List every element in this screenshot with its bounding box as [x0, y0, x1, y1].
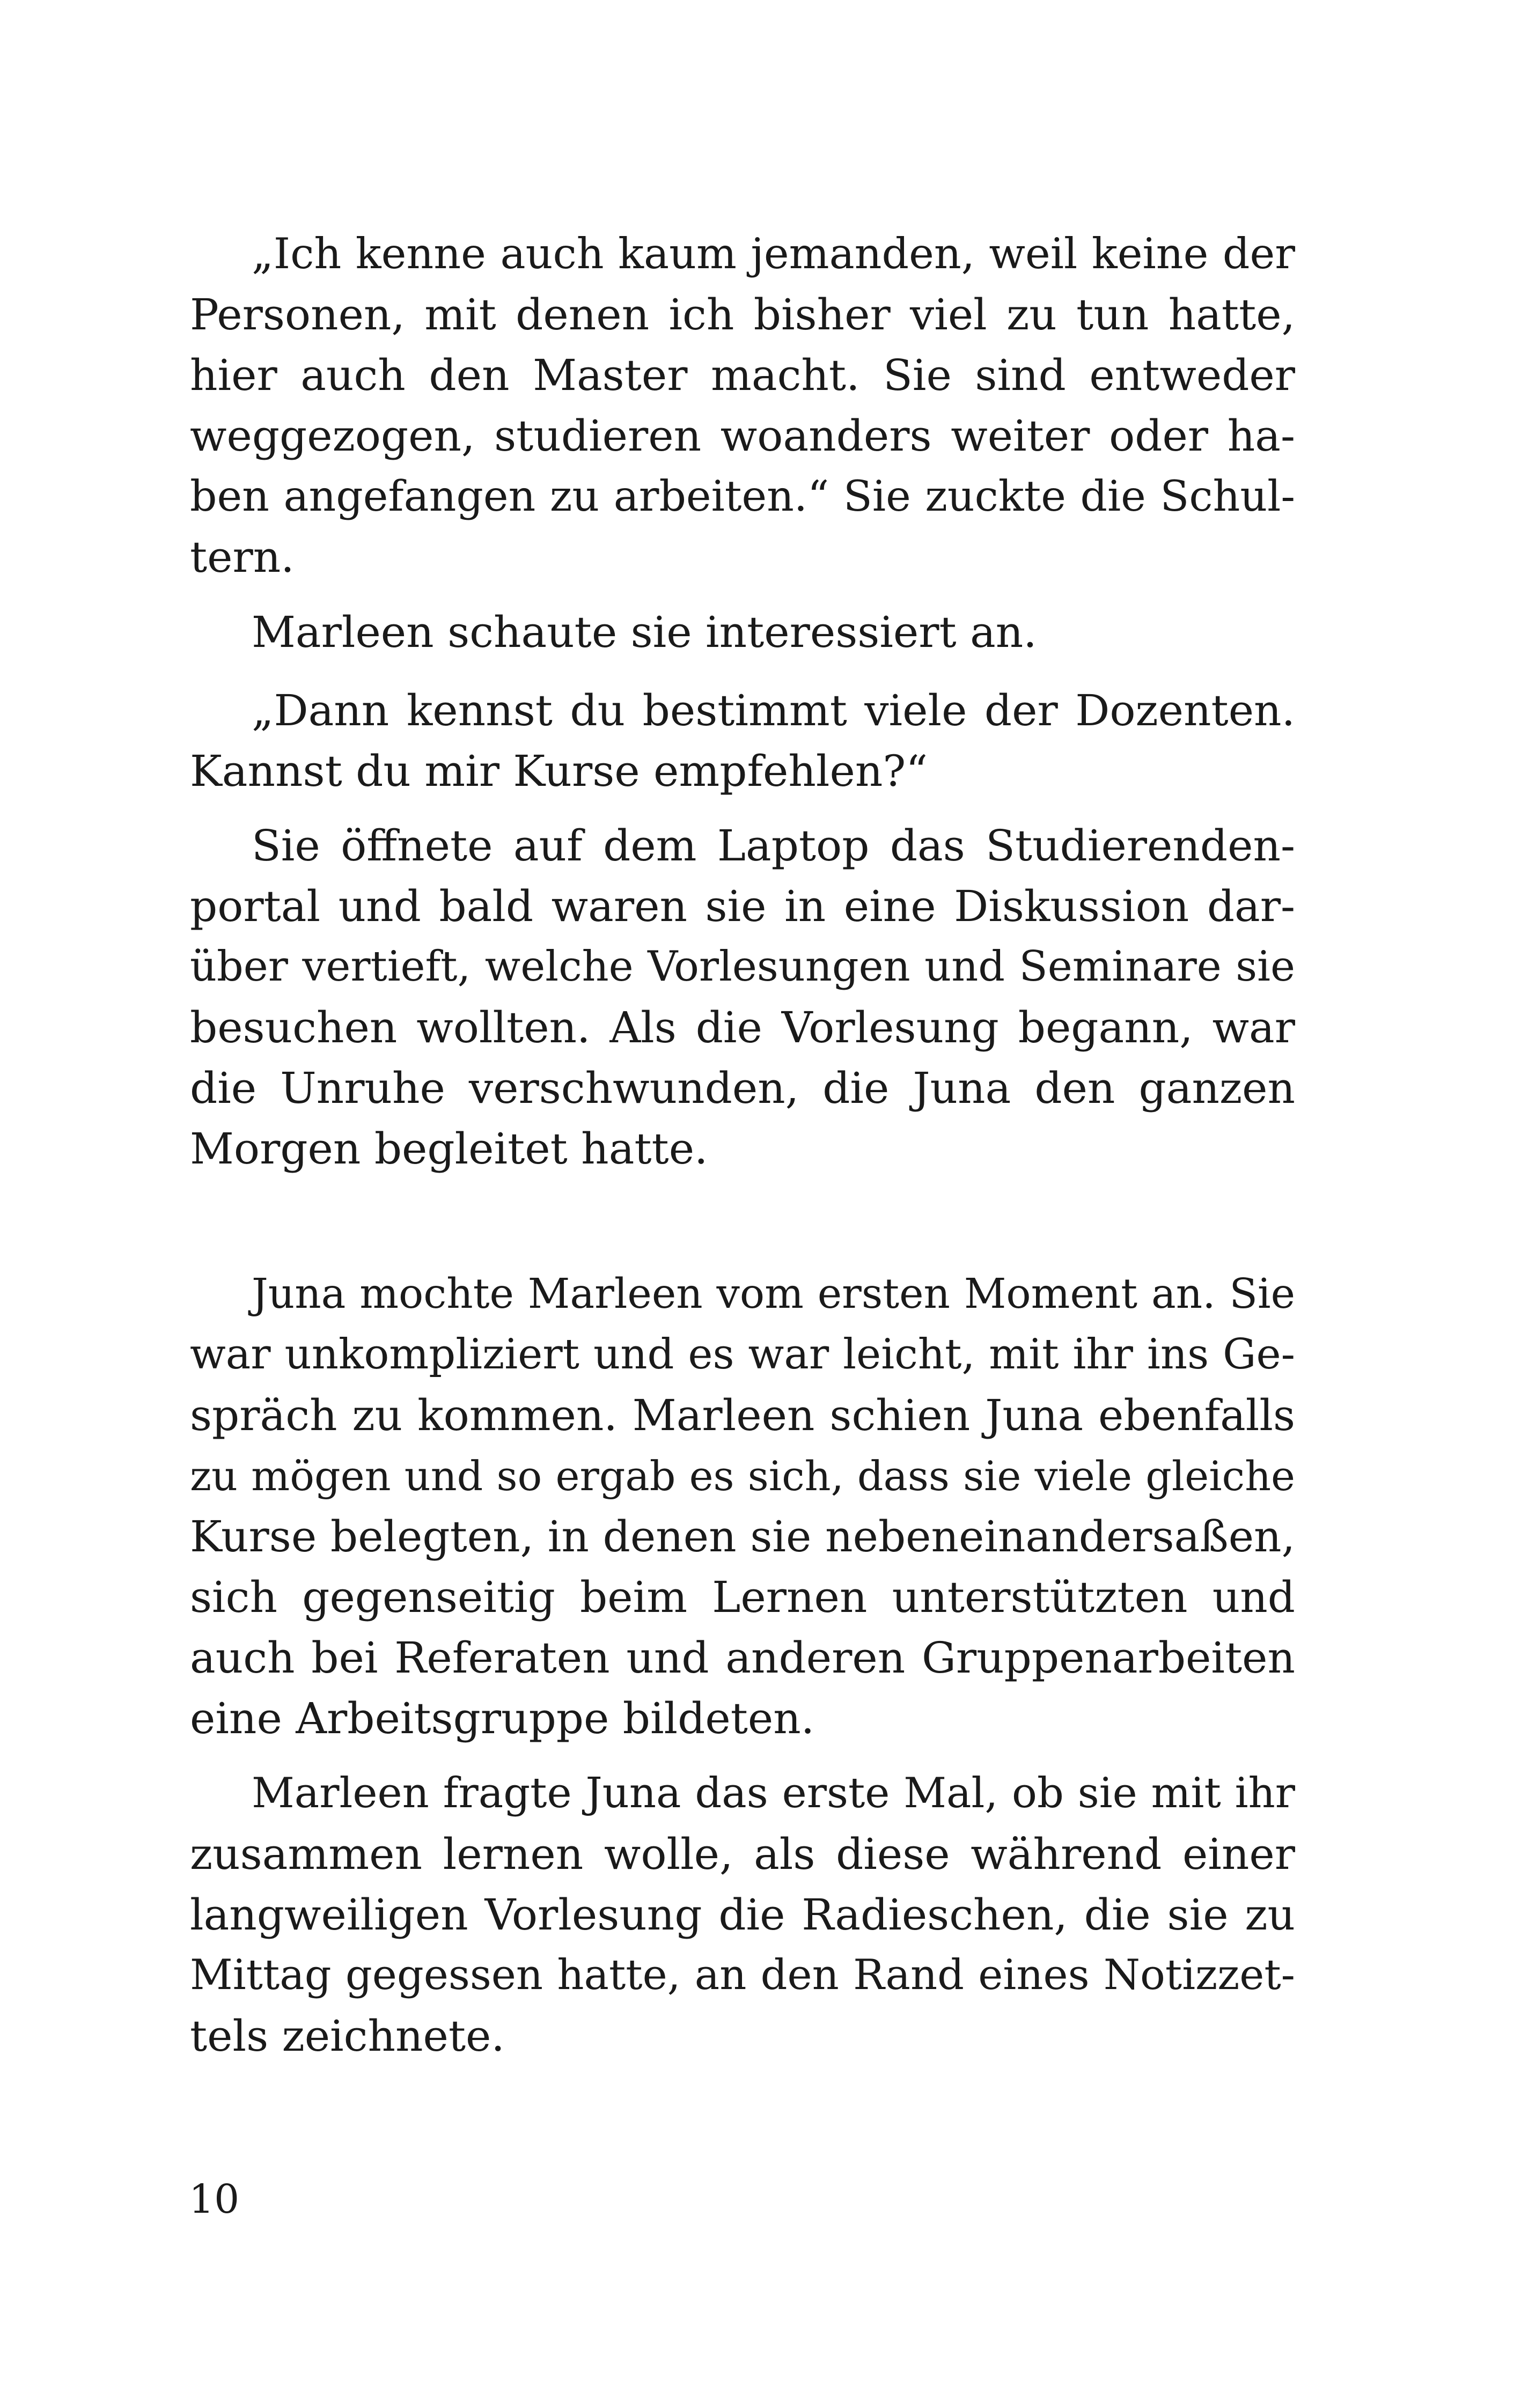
paragraph-1 [190, 224, 1295, 587]
text-line: Personen, mit denen ich bisher viel zu tun hatte, [190, 290, 1295, 340]
text-line: Kurse belegten, in denen sie nebeneinandersaßen, [190, 1512, 1295, 1562]
paragraph-2 [190, 602, 1295, 662]
text-line: Sie öffnete auf dem Laptop das Studierenden- [252, 821, 1295, 871]
text-line: Kannst du mir Kurse empfehlen?“ [190, 746, 928, 796]
text-line: hier auch den Master macht. Sie sind entweder [190, 350, 1295, 400]
text-line: Marleen schaute sie interessiert an. [252, 607, 1037, 657]
text-line: auch bei Referaten und anderen Gruppenarbeiten [190, 1633, 1295, 1683]
paragraph-3 [190, 680, 1295, 801]
text-line: Marleen fragte Juna das erste Mal, ob sie mit ihr [252, 1769, 1295, 1817]
page-number: 10 [189, 2176, 240, 2222]
text-line: eine Arbeitsgruppe bildeten. [190, 1693, 815, 1743]
text-line: zusammen lernen wolle, als diese während einer [190, 1829, 1295, 1879]
text-line: Mittag gegessen hatte, an den Rand eines Notizzet- [190, 1951, 1295, 1999]
text-line: über vertieft, welche Vorlesungen und Seminare sie [190, 942, 1295, 991]
text-line: war unkompliziert und es war leicht, mit ihr ins Ge- [190, 1330, 1295, 1379]
paragraph-4 [190, 815, 1295, 1179]
text-line: die Unruhe verschwunden, die Juna den ganzen [190, 1063, 1295, 1113]
text-line: Morgen begleitet hatte. [190, 1124, 708, 1174]
text-line: tels zeichnete. [190, 2011, 505, 2061]
text-line: besuchen wollten. Als die Vorlesung begann, war [190, 1003, 1295, 1052]
text-line: zu mögen und so ergab es sich, dass sie viele gleiche [190, 1452, 1295, 1500]
text-line: portal und bald waren sie in eine Diskussion dar- [190, 881, 1295, 931]
text-line: „Ich kenne auch kaum jemanden, weil keine der [252, 229, 1295, 278]
paragraph-5 [190, 1264, 1295, 1749]
text-line: Juna mochte Marleen vom ersten Moment an. Sie [252, 1270, 1295, 1318]
text-line: spräch zu kommen. Marleen schien Juna ebenfalls [190, 1390, 1295, 1440]
text-line: tern. [190, 532, 295, 582]
text-line: langweiligen Vorlesung die Radieschen, die sie zu [190, 1890, 1295, 1940]
text-line: „Dann kennst du bestimmt viele der Dozenten. [252, 686, 1295, 735]
paragraph-6 [190, 1763, 1295, 2066]
text-line: sich gegenseitig beim Lernen unterstützten und [190, 1572, 1295, 1622]
text-line: ben angefangen zu arbeiten.“ Sie zuckte die Schul- [190, 472, 1295, 521]
text-line: weggezogen, studieren woanders weiter oder ha- [190, 411, 1295, 461]
